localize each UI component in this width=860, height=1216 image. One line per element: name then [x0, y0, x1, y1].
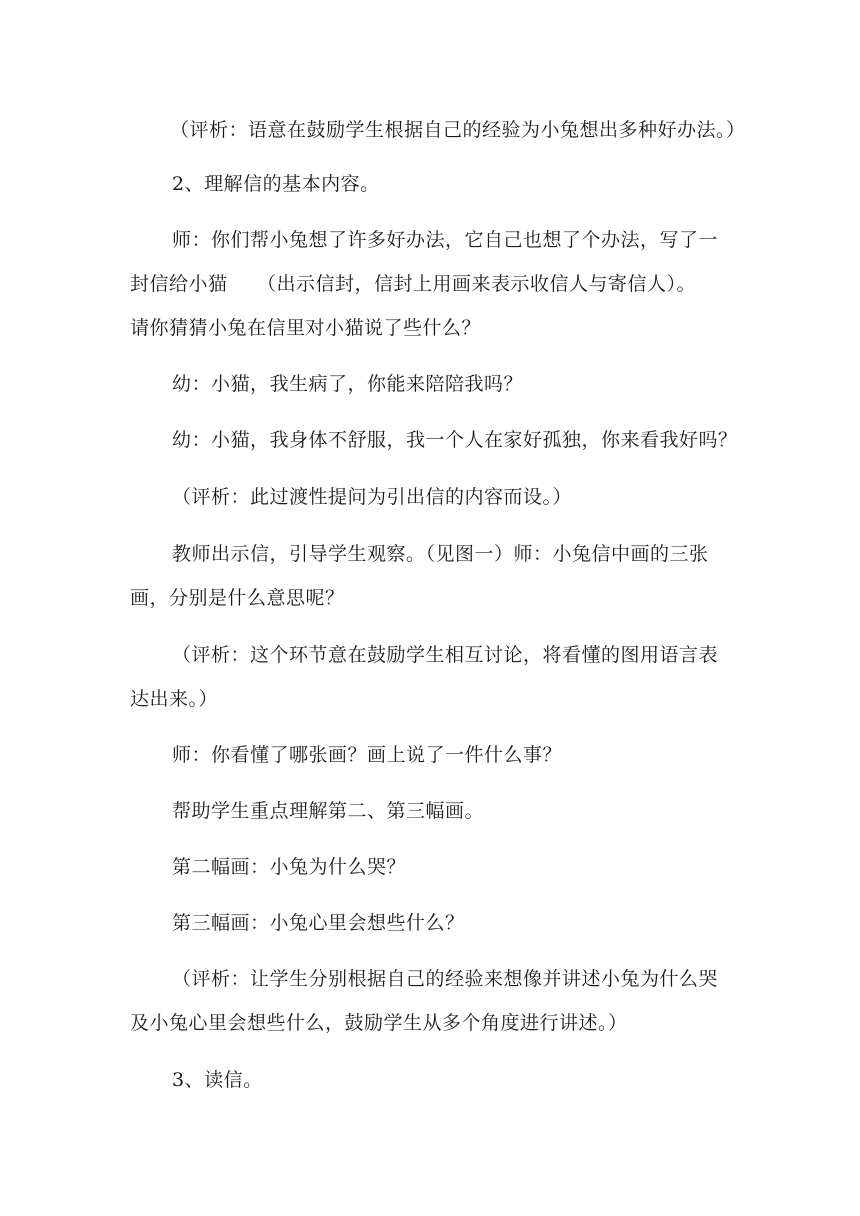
paragraph-12-line-1: 第三幅画：小兔心里会想些什么？: [172, 912, 465, 934]
paragraph-3-line-1: 师：你们帮小兔想了许多好办法，它自己也想了个办法，写了一: [172, 229, 719, 251]
paragraph-8-line-1: （评析：这个环节意在鼓励学生相互讨论，将看懂的图用语言表: [172, 644, 719, 666]
paragraph-9-line-1: 师：你看懂了哪张画？画上说了一件什么事？: [172, 744, 563, 766]
paragraph-2-line-1: 2、理解信的基本内容。: [172, 173, 380, 195]
paragraph-7-line-1: 教师出示信，引导学生观察。（见图一）师：小兔信中画的三张: [172, 543, 709, 565]
paragraph-13-line-2: 及小兔心里会想些什么，鼓励学生从多个角度进行讲述。）: [130, 1012, 628, 1034]
paragraph-3-line-2: 封信给小猫 （出示信封，信封上用画来表示收信人与寄信人）。: [130, 273, 697, 295]
paragraph-4-line-1: 幼：小猫，我生病了，你能来陪陪我吗？: [172, 373, 524, 395]
paragraph-10-line-1: 帮助学生重点理解第二、第三幅画。: [172, 800, 485, 822]
paragraph-14-line-1: 3、读信。: [172, 1069, 263, 1091]
paragraph-1-line-1: （评析：语意在鼓励学生根据自己的经验为小兔想出多种好办法。）: [170, 119, 746, 141]
paragraph-5-line-1: 幼：小猫，我身体不舒服，我一个人在家好孤独，你来看我好吗？: [172, 429, 738, 451]
paragraph-11-line-1: 第二幅画：小兔为什么哭？: [172, 856, 407, 878]
paragraph-3-line-3: 请你猜猜小兔在信里对小猫说了些什么？: [130, 317, 482, 339]
paragraph-8-line-2: 达出来。）: [130, 688, 219, 710]
paragraph-6-line-1: （评析：此过渡性提问为引出信的内容而设。）: [172, 486, 573, 508]
paragraph-13-line-1: （评析：让学生分别根据自己的经验来想像并讲述小兔为什么哭: [172, 968, 719, 990]
paragraph-7-line-2: 画，分别是什么意思呢？: [130, 587, 345, 609]
